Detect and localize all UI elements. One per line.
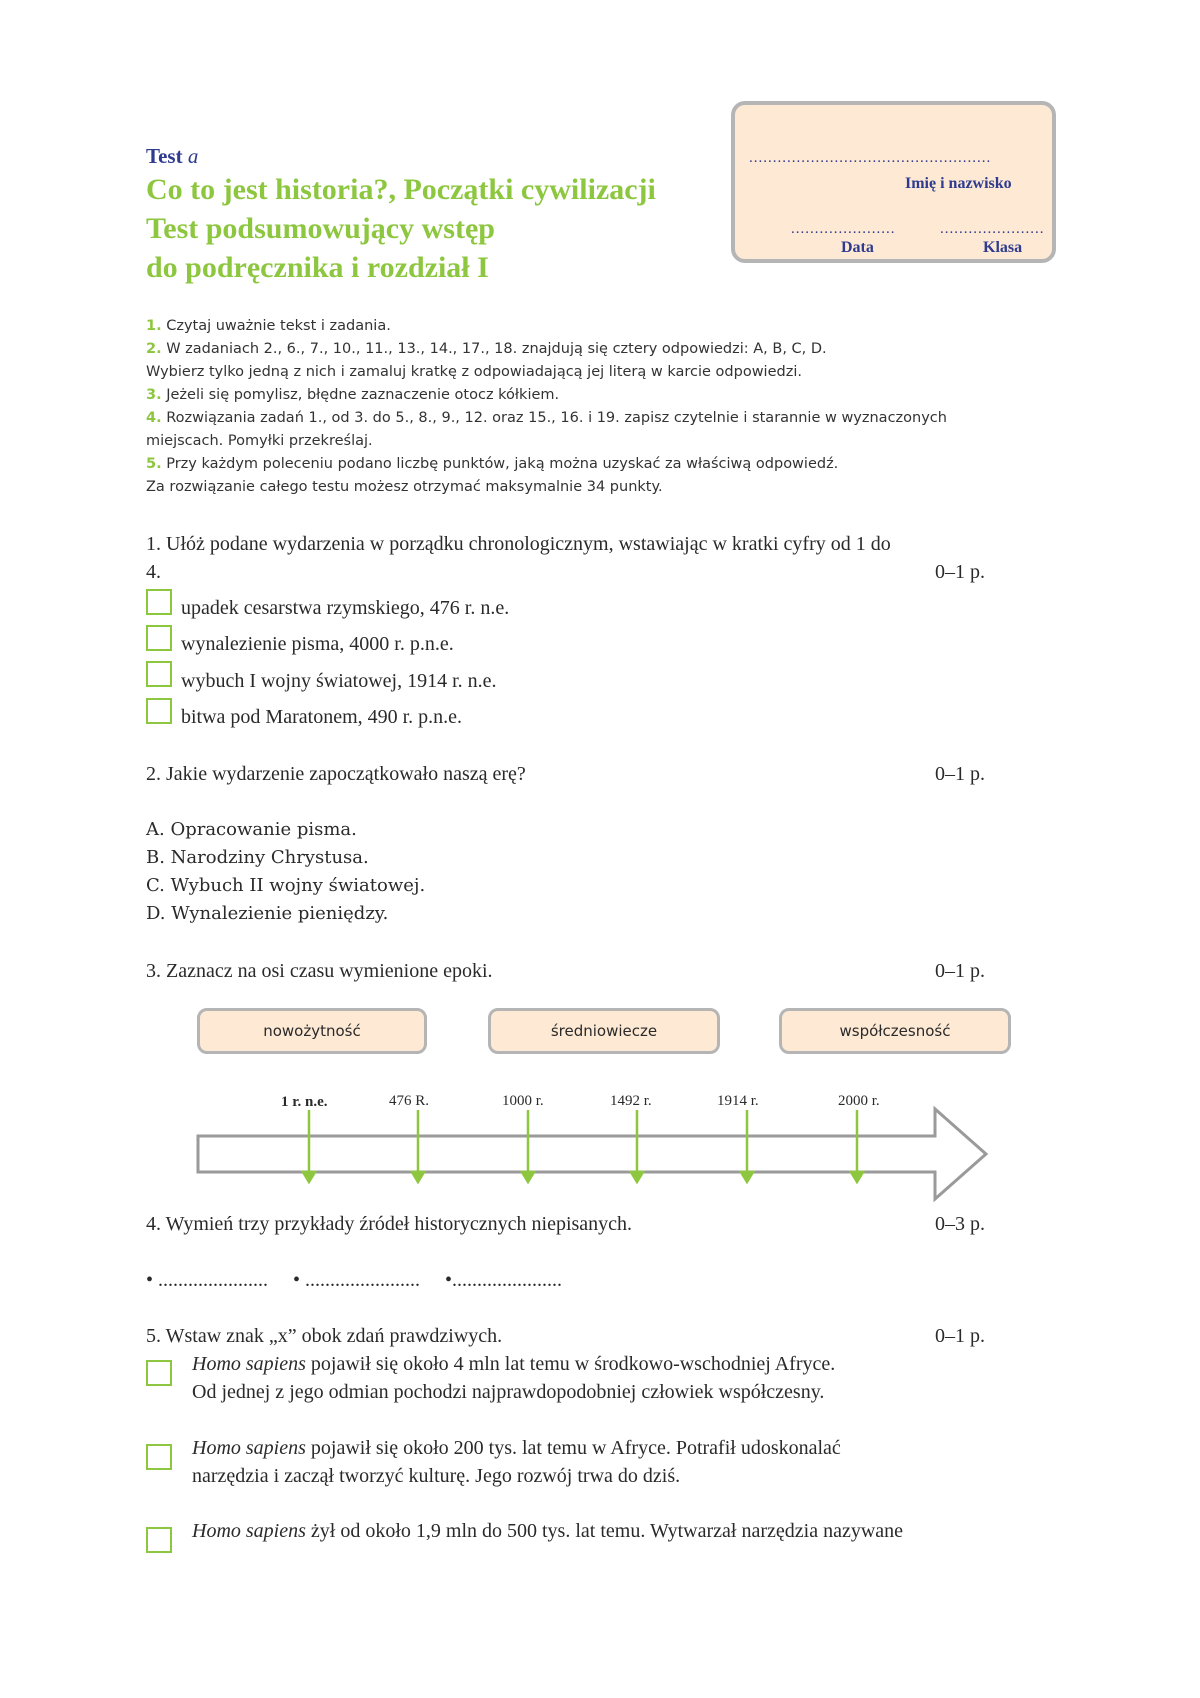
q2-points: 0–1 p. [935, 763, 985, 785]
q1-item-1: upadek cesarstwa rzymskiego, 476 r. n.e. [181, 597, 510, 619]
instruction-text: Rozwiązania zadań 1., od 3. do 5., 8., 9., 12. oraz 15., 16. i 19. zapisz czytelnie i starannie w wyznaczonych [166, 410, 947, 426]
title-line-3: do podręcznika i rozdział I [146, 251, 489, 284]
q3-points: 0–1 p. [935, 960, 985, 982]
instruction-text: Wybierz tylko jedną z nich i zamaluj kratkę z odpowiadającą jej literą w karcie odpowiedzi. [146, 364, 802, 380]
q2-option-a[interactable]: A. Opracowanie pisma. [146, 819, 357, 840]
q5-checkbox-1[interactable] [146, 1360, 172, 1386]
name-field[interactable]: ................................................... [749, 150, 992, 166]
q5-statement-2-cont: narzędzia i zaczął tworzyć kulturę. Jego rozwój trwa do dziś. [192, 1465, 681, 1487]
q3-text: 3. Zaznacz na osi czasu wymienione epoki. [146, 960, 493, 982]
instruction-number: 2. [146, 341, 162, 357]
q2-option-d[interactable]: D. Wynalezienie pieniędzy. [146, 903, 389, 924]
q5-points: 0–1 p. [935, 1325, 985, 1347]
q2-text: 2. Jakie wydarzenie zapoczątkowało naszą erę? [146, 763, 526, 785]
q1-item-3: wybuch I wojny światowej, 1914 r. n.e. [181, 670, 497, 692]
tick-label-5: 1914 r. [717, 1093, 759, 1109]
epoch-box-modern[interactable]: nowożytność [197, 1008, 427, 1054]
q4-answer-line[interactable]: • ...................... • ....................... •...................... [146, 1269, 563, 1291]
instruction-text: W zadaniach 2., 6., 7., 10., 11., 13., 14., 17., 18. znajdują się cztery odpowiedzi: A, B, C, D. [166, 341, 827, 357]
epoch-box-medieval[interactable]: średniowiecze [488, 1008, 720, 1054]
tick-label-6: 2000 r. [838, 1093, 880, 1109]
timeline-marker-1 [303, 1172, 315, 1182]
tick-label-2: 476 R. [389, 1093, 430, 1109]
instruction-text: Za rozwiązanie całego testu możesz otrzymać maksymalnie 34 punkty. [146, 479, 663, 495]
instruction-text: Jeżeli się pomylisz, błędne zaznaczenie otocz kółkiem. [166, 387, 560, 403]
epoch-box-contemporary[interactable]: współczesność [779, 1008, 1011, 1054]
q1-item-2: wynalezienie pisma, 4000 r. p.n.e. [181, 633, 454, 655]
q1-text: 1. Ułóż podane wydarzenia w porządku chronologicznym, wstawiając w kratki cyfry od 1 do [146, 533, 891, 555]
instruction-number: 4. [146, 410, 162, 426]
timeline-marker-3 [522, 1172, 534, 1182]
date-field[interactable]: ...................... [791, 221, 896, 237]
class-label: Klasa [983, 239, 1023, 256]
timeline-marker-2 [412, 1172, 424, 1182]
q5-statement-1: Homo sapiens pojawił się około 4 mln lat temu w środkowo-wschodniej Afryce. [192, 1353, 836, 1375]
instruction-number: 5. [146, 456, 162, 472]
tick-label-3: 1000 r. [502, 1093, 544, 1109]
q1-item-4: bitwa pod Maratonem, 490 r. p.n.e. [181, 706, 463, 728]
instruction-number: 1. [146, 318, 162, 334]
q2-option-c[interactable]: C. Wybuch II wojny światowej. [146, 875, 426, 896]
q5-statement-3: Homo sapiens żył od około 1,9 mln do 500 tys. lat temu. Wytwarzał narzędzia nazywane [192, 1520, 904, 1542]
title-line-2: Test podsumowujący wstęp [146, 212, 495, 245]
tick-label-1: 1 r. n.e. [281, 1094, 328, 1110]
q1-text-cont: 4. [146, 561, 161, 583]
title-line-1: Co to jest historia?, Początki cywilizacji [146, 173, 656, 206]
q5-statement-2: Homo sapiens pojawił się około 200 tys. lat temu w Afryce. Potrafił udoskonalać [192, 1437, 841, 1459]
q5-checkbox-2[interactable] [146, 1444, 172, 1470]
tick-label-4: 1492 r. [610, 1093, 652, 1109]
timeline-marker-6 [851, 1172, 863, 1182]
date-label: Data [841, 239, 874, 256]
test-label: Test a [146, 144, 199, 168]
q1-points: 0–1 p. [935, 561, 985, 583]
timeline-marker-5 [741, 1172, 753, 1182]
instruction-text: Przy każdym poleceniu podano liczbę punktów, jaką można uzyskać za właściwą odpowiedź. [166, 456, 839, 472]
q4-points: 0–3 p. [935, 1213, 985, 1235]
instruction-text: Czytaj uważnie tekst i zadania. [166, 318, 391, 334]
test-variant: a [187, 144, 199, 168]
q5-statement-1-cont: Od jednej z jego odmian pochodzi najprawdopodobniej człowiek współczesny. [192, 1381, 825, 1403]
instruction-text: miejscach. Pomyłki przekreślaj. [146, 433, 373, 449]
q5-text: 5. Wstaw znak „x” obok zdań prawdziwych. [146, 1325, 503, 1347]
q2-option-b[interactable]: B. Narodziny Chrystusa. [146, 847, 369, 868]
q5-checkbox-3[interactable] [146, 1527, 172, 1553]
class-field[interactable]: ...................... [940, 221, 1045, 237]
timeline-marker-4 [631, 1172, 643, 1182]
q4-text: 4. Wymień trzy przykłady źródeł historycznych niepisanych. [146, 1213, 633, 1235]
timeline-arrow-shape [198, 1109, 986, 1199]
name-label: Imię i nazwisko [905, 175, 1012, 192]
instruction-number: 3. [146, 387, 162, 403]
